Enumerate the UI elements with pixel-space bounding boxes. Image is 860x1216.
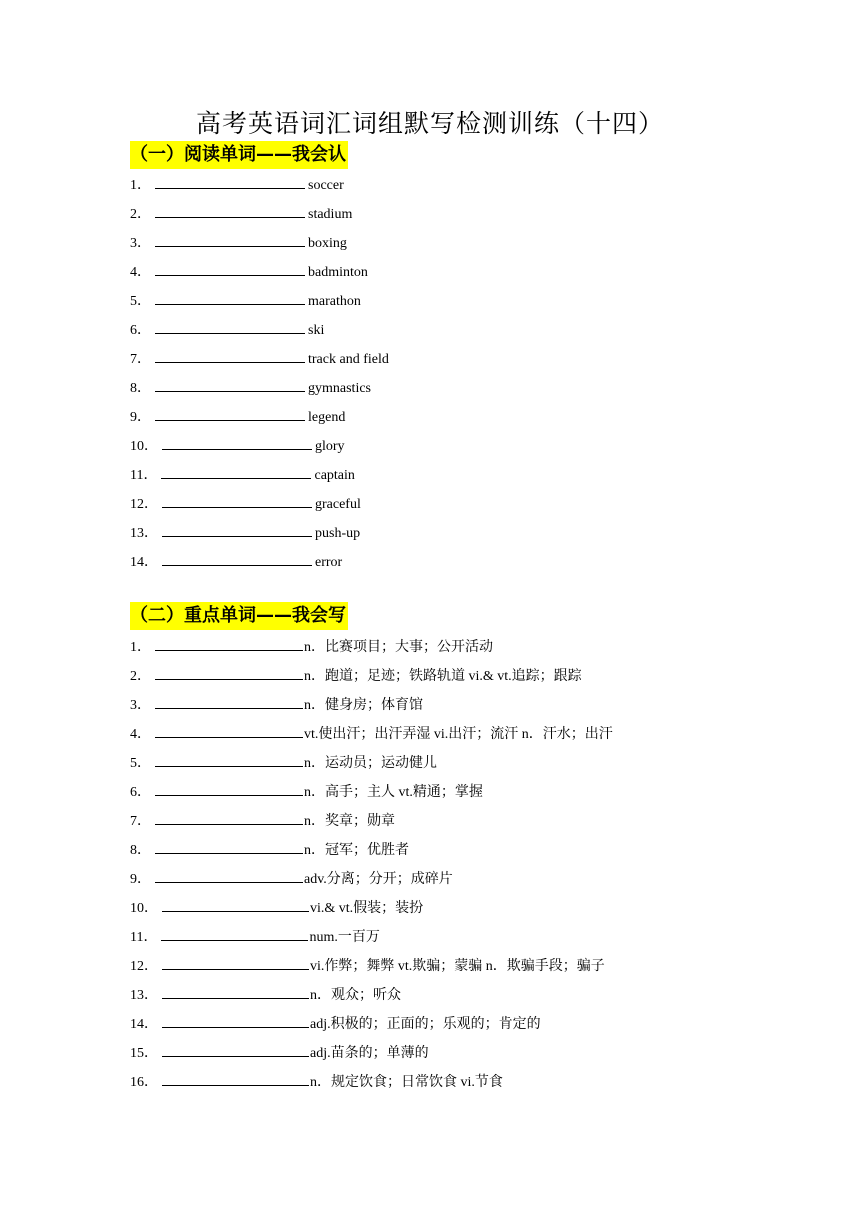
section-heading-writing: （二）重点单词——我会写 <box>130 602 348 630</box>
answer-blank[interactable] <box>162 1014 309 1028</box>
list-item: 2． stadium <box>130 204 389 233</box>
answer-blank[interactable] <box>155 840 303 854</box>
list-item: 7． n．奖章；勋章 <box>130 811 613 840</box>
list-item: 11． num.一百万 <box>130 927 613 956</box>
list-item: 4． badminton <box>130 262 389 291</box>
answer-blank[interactable] <box>162 552 312 566</box>
list-item: 12． graceful <box>130 494 389 523</box>
answer-blank[interactable] <box>155 233 305 247</box>
section-heading-reading: （一）阅读单词——我会认 <box>130 141 348 169</box>
list-item: 3． boxing <box>130 233 389 262</box>
list-item: 4． vt.使出汗；出汗弄湿 vi.出汗；流汗 n．汗水；出汗 <box>130 724 613 753</box>
reading-word-list <box>130 175 389 581</box>
list-item: 8． n．冠军；优胜者 <box>130 840 613 869</box>
list-item: 9． adv.分离；分开；成碎片 <box>130 869 613 898</box>
list-item: 14． error <box>130 552 389 581</box>
list-item: 1． soccer <box>130 175 389 204</box>
list-item: 6． n．高手；主人 vt.精通；掌握 <box>130 782 613 811</box>
list-item: 7． track and field <box>130 349 389 378</box>
answer-blank[interactable] <box>155 869 303 883</box>
list-item: 8． gymnastics <box>130 378 389 407</box>
answer-blank[interactable] <box>161 465 311 479</box>
list-item: 10． vi.& vt.假装；装扮 <box>130 898 613 927</box>
answer-blank[interactable] <box>155 204 305 218</box>
answer-blank[interactable] <box>155 753 303 767</box>
answer-blank[interactable] <box>155 666 303 680</box>
answer-blank[interactable] <box>162 985 309 999</box>
list-item: 5． marathon <box>130 291 389 320</box>
list-item: 14． adj.积极的；正面的；乐观的；肯定的 <box>130 1014 613 1043</box>
list-item: 3． n．健身房；体育馆 <box>130 695 613 724</box>
answer-blank[interactable] <box>155 378 305 392</box>
list-item: 2． n．跑道；足迹；铁路轨道 vi.& vt.追踪；跟踪 <box>130 666 613 695</box>
page-title: 高考英语词汇词组默写检测训练（十四） <box>195 109 664 138</box>
list-item: 11． captain <box>130 465 389 494</box>
list-item: 13． n．观众；听众 <box>130 985 613 1014</box>
answer-blank[interactable] <box>162 494 312 508</box>
answer-blank[interactable] <box>161 927 308 941</box>
answer-blank[interactable] <box>155 811 303 825</box>
answer-blank[interactable] <box>162 1043 309 1057</box>
list-item: 6． ski <box>130 320 389 349</box>
answer-blank[interactable] <box>155 175 305 189</box>
answer-blank[interactable] <box>155 262 305 276</box>
answer-blank[interactable] <box>155 724 303 738</box>
answer-blank[interactable] <box>162 898 309 912</box>
list-item: 16． n．规定饮食；日常饮食 vi.节食 <box>130 1072 613 1101</box>
list-item: 13． push-up <box>130 523 389 552</box>
answer-blank[interactable] <box>155 349 305 363</box>
list-item: 9． legend <box>130 407 389 436</box>
list-item: 12． vi.作弊；舞弊 vt.欺骗；蒙骗 n．欺骗手段；骗子 <box>130 956 613 985</box>
list-item: 5． n．运动员；运动健儿 <box>130 753 613 782</box>
list-item: 15． adj.苗条的；单薄的 <box>130 1043 613 1072</box>
answer-blank[interactable] <box>162 956 309 970</box>
answer-blank[interactable] <box>162 1072 309 1086</box>
list-item: 1． n．比赛项目；大事；公开活动 <box>130 637 613 666</box>
answer-blank[interactable] <box>155 407 305 421</box>
list-item: 10． glory <box>130 436 389 465</box>
answer-blank[interactable] <box>162 436 312 450</box>
answer-blank[interactable] <box>155 320 305 334</box>
key-word-list <box>130 637 613 1101</box>
answer-blank[interactable] <box>162 523 312 537</box>
answer-blank[interactable] <box>155 637 303 651</box>
answer-blank[interactable] <box>155 291 305 305</box>
answer-blank[interactable] <box>155 695 303 709</box>
answer-blank[interactable] <box>155 782 303 796</box>
